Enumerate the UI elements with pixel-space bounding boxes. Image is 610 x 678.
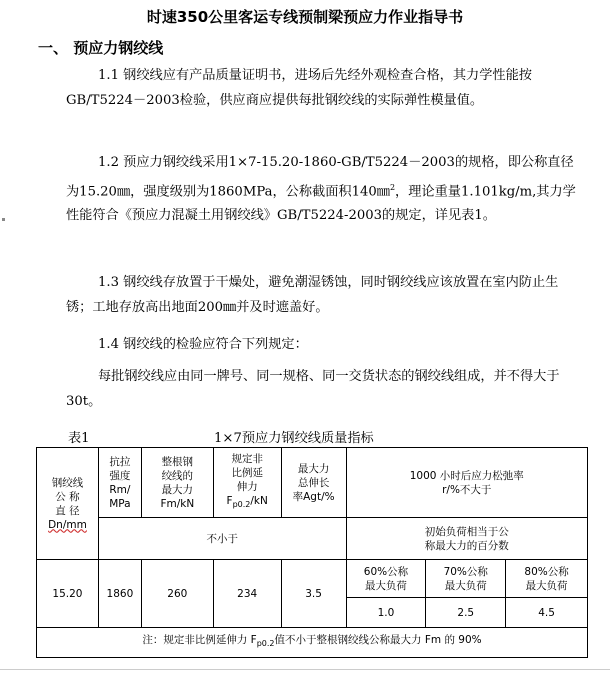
table-caption: 1×7预应力钢绞线质量指标 — [214, 431, 374, 446]
quality-table — [36, 447, 588, 658]
table-header-row — [37, 448, 588, 518]
cell-yield-force: 234 — [213, 560, 281, 628]
header-max-force: 整根钢 绞线的 最大力 Fm/kN — [141, 448, 213, 518]
table-caption-row — [68, 427, 374, 446]
paragraph-1-4-text: 1.4 钢绞线的检验应符合下列规定： — [98, 337, 308, 352]
header-tensile: 抗拉 强度 Rm/ MPa — [98, 448, 141, 518]
header-relaxation: 1000 小时后应力松弛率 r/%不大于 — [346, 448, 587, 518]
superscript-2: 2 — [389, 182, 396, 192]
paragraph-batch-text: 每批钢绞线应由同一牌号、同一规格、同一交货状态的钢绞线组成，并不得大于30t。 — [66, 369, 560, 409]
paragraph-1-2-text-b: ，理论重量1.101kg/m,其力学性能符合《预应力混凝土用钢绞线》GB/T5224-2003的规定，详见表1。 — [66, 183, 576, 224]
table-label: 表1 — [68, 431, 90, 446]
paragraph-batch — [66, 365, 582, 414]
cell-tensile: 1860 — [98, 560, 141, 628]
margin-marker — [2, 218, 5, 221]
header-not-less-than: 不小于 — [98, 518, 346, 560]
table-note: 注：规定非比例延伸力 $F_{p0.2}$值不小于整根钢绞线公称最大力 Fm 的 90% — [37, 628, 588, 658]
cell-relax-80: 4.5 — [506, 598, 588, 628]
header-elongation: 最大力 总伸长 率Agt/% — [281, 448, 346, 518]
paragraph-1-2 — [66, 151, 582, 229]
section-heading: 一、 预应力钢绞线 — [38, 39, 164, 57]
paragraph-1-1 — [66, 64, 582, 113]
paragraph-1-3 — [66, 271, 582, 320]
header-initial-load: 初始负荷相当于公 称最大力的百分数 — [346, 518, 587, 560]
table-load-header-row — [37, 560, 588, 598]
paragraph-1-3-text: 1.3 钢绞线存放置于干燥处，避免潮湿锈蚀，同时钢绞线应该放置在室内防止生锈；工地存放高出地面200㎜并及时遮盖好。 — [66, 275, 559, 315]
header-load-80: 80%公称 最大负荷 — [506, 560, 588, 598]
table-note-row — [37, 628, 588, 658]
paragraph-1-4 — [66, 333, 582, 358]
header-load-70: 70%公称 最大负荷 — [426, 560, 506, 598]
paragraph-1-2-text-a: 1.2 预应力钢绞线采用1×7-15.20-1860-GB/T5224－2003的规格，即公称直径为15.20㎜，强度级别为1860MPa，公称截面积140㎜ — [66, 155, 574, 199]
cell-elongation: 3.5 — [281, 560, 346, 628]
cell-relax-60: 1.0 — [346, 598, 426, 628]
paragraph-1-1-text: 1.1 钢绞线应有产品质量证明书，进场后先经外观检查合格，其力学性能按GB/T5224－2003检验，供应商应提供每批钢绞线的实际弹性模量值。 — [66, 68, 532, 108]
cell-diameter: 15.20 — [37, 560, 99, 628]
header-load-60: 60%公称 最大负荷 — [346, 560, 426, 598]
header-yield-force: 规定非 比例延 伸力 $F_{p0.2}/kN$ — [213, 448, 281, 518]
cell-relax-70: 2.5 — [426, 598, 506, 628]
table-subheader-row — [37, 518, 588, 560]
document-title: 时速350公里客运专线预制梁预应力作业指导书 — [146, 8, 464, 26]
header-diameter: 钢绞线 公 称 直 径 Dn/mm — [37, 448, 99, 560]
cell-max-force: 260 — [141, 560, 213, 628]
page-divider — [0, 669, 610, 670]
